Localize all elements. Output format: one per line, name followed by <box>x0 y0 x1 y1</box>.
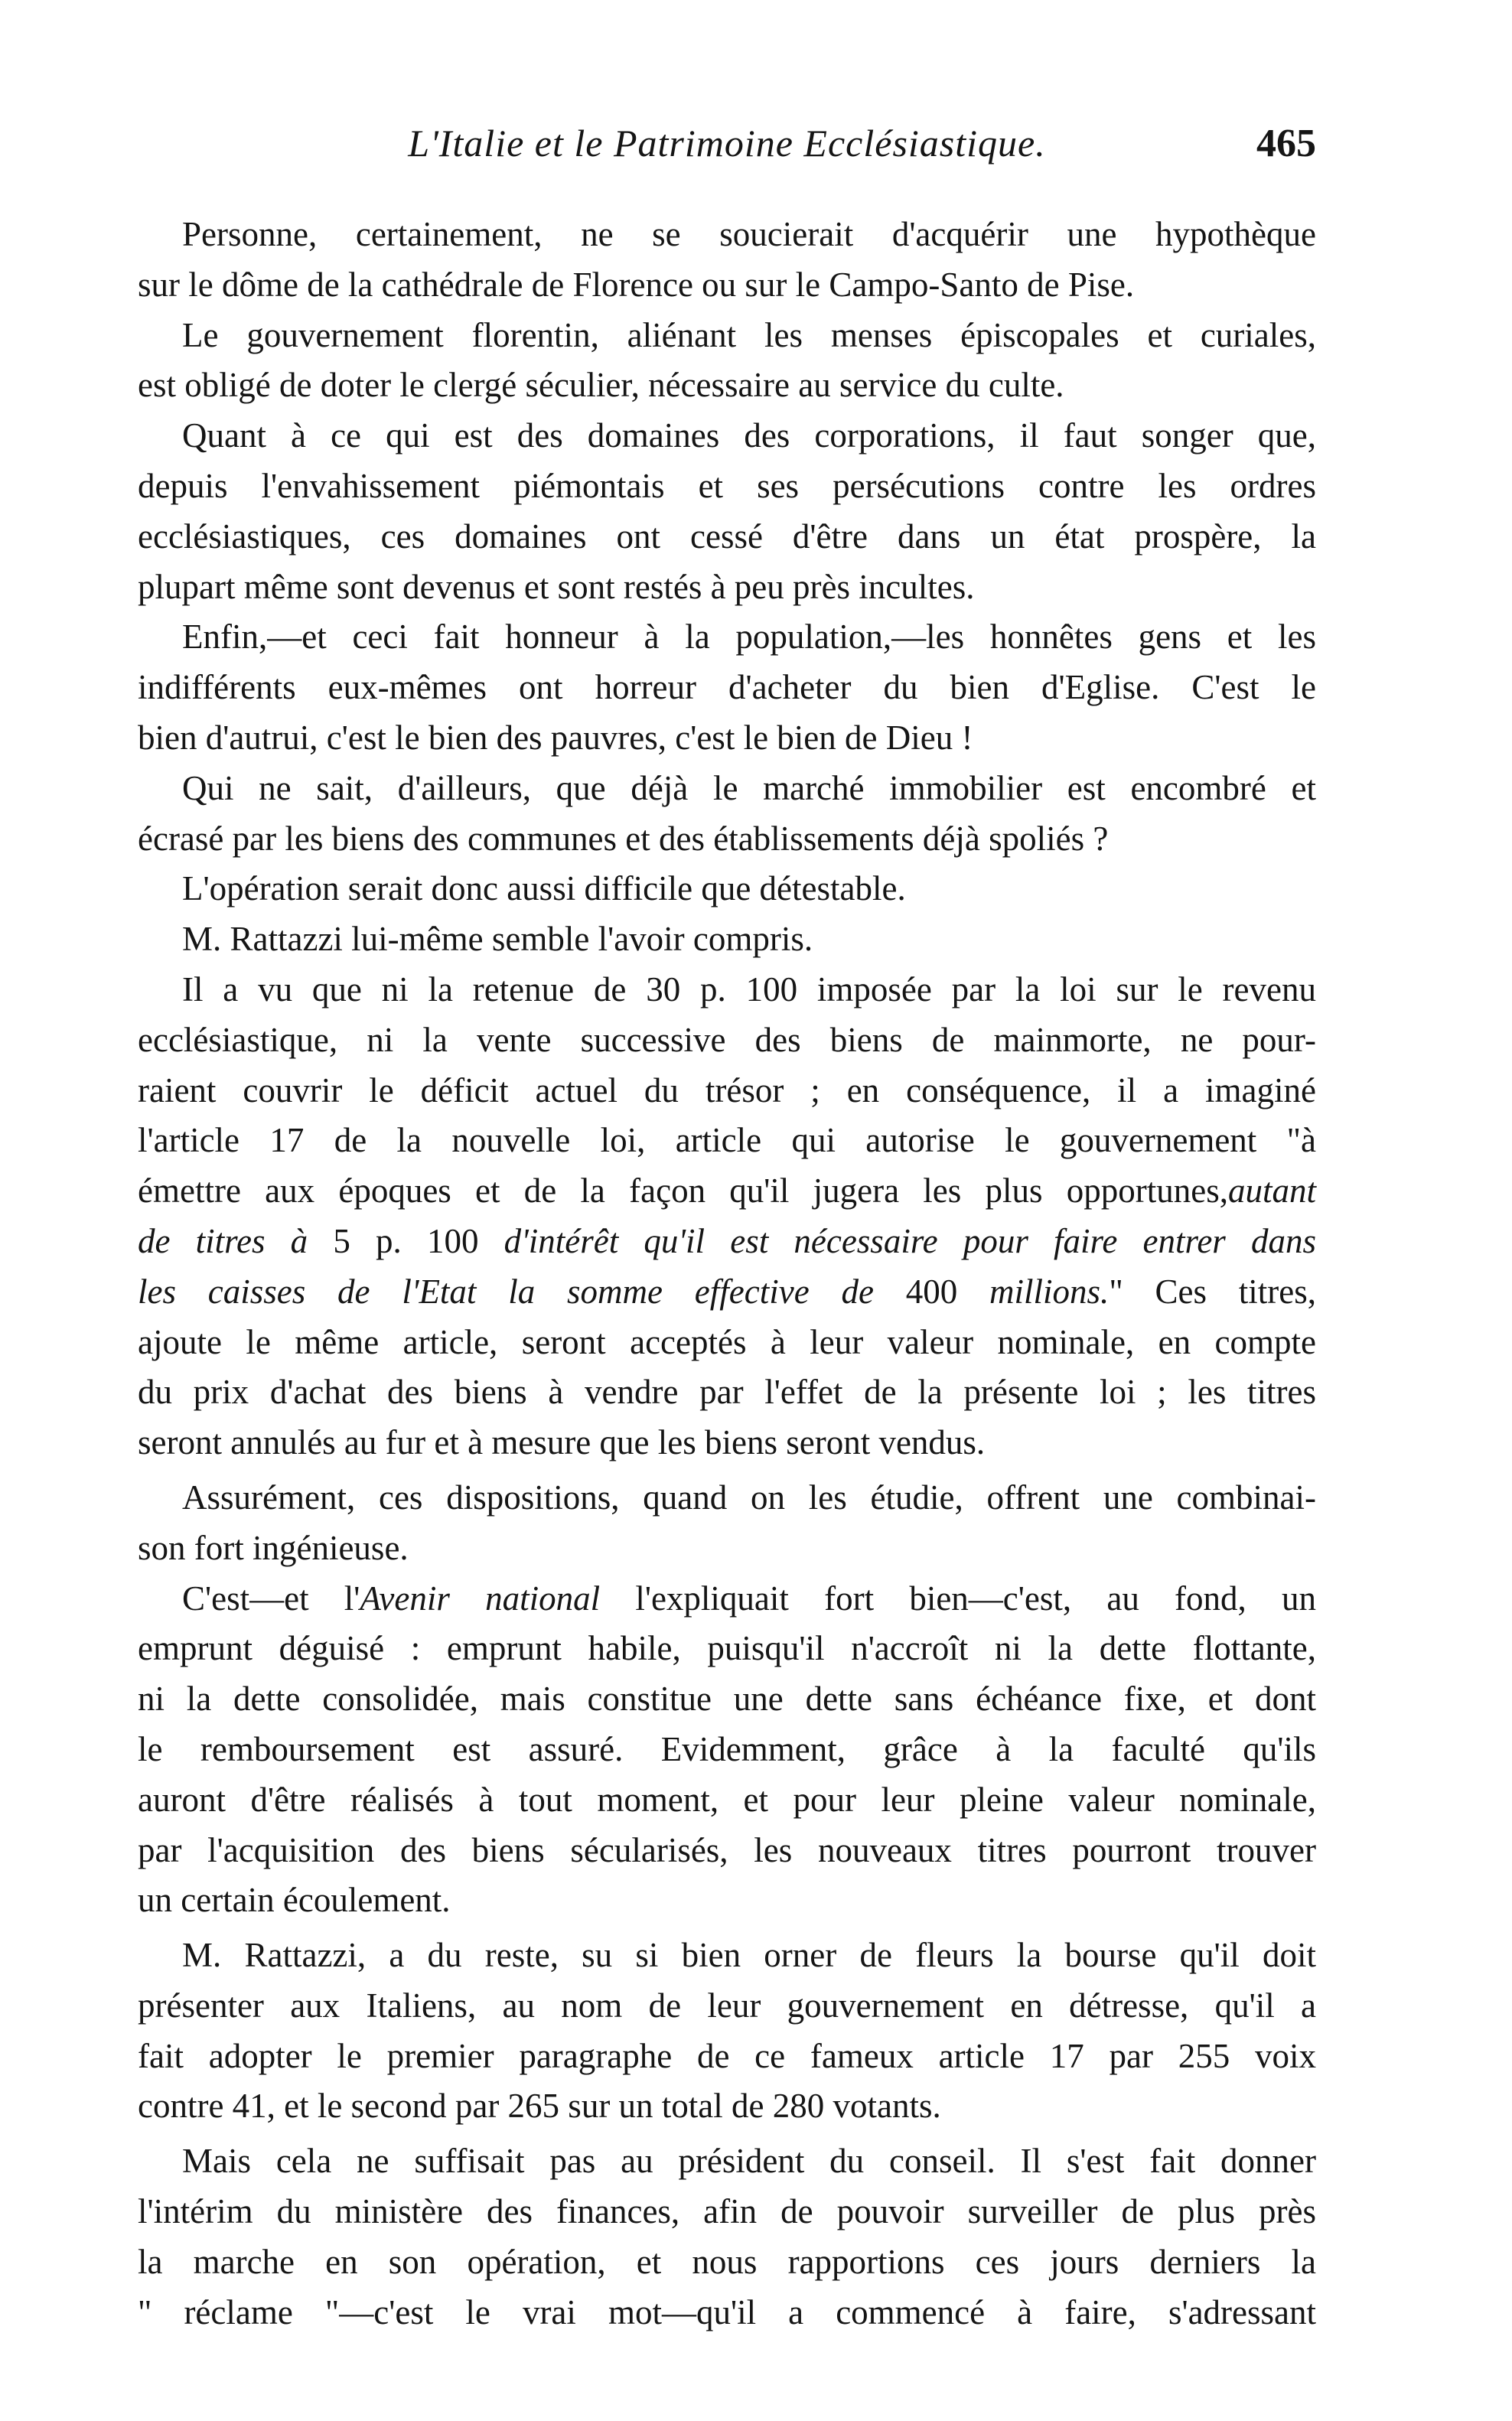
text-line: indifférents eux-mêmes ont horreur d'acheter du bien d'Eglise. C'est le <box>138 668 1316 707</box>
italic-segment: d'intérêt qu'il est nécessaire pour faire entrer dans <box>503 1221 1317 1260</box>
text-line <box>138 1166 1316 1217</box>
text-segment: l'expliquait fort bien—c'est, au fond, un <box>600 1579 1316 1618</box>
text-line <box>138 1574 1316 1624</box>
text-line: ecclésiastiques, ces domaines ont cessé d'être dans un état prospère, la <box>138 516 1316 556</box>
text-line: du prix d'achat des biens à vendre par l'effet de la présente loi ; les titres <box>138 1373 1316 1412</box>
text-line: depuis l'envahissement piémontais et ses persécutions contre les ordres <box>138 466 1316 505</box>
text-line <box>138 1217 1316 1267</box>
text-line: " réclame "—c'est le vrai mot—qu'il a commencé à faire, s'adressant <box>138 2292 1316 2331</box>
italic-segment: les caisses de l'Etat la somme effective de <box>138 1272 874 1311</box>
text-line: contre 41, et le second par 265 sur un total de 280 votants. <box>138 2087 941 2126</box>
text-line: la marche en son opération, et nous rapportions ces jours derniers la <box>138 2242 1316 2281</box>
text-line: le remboursement est assuré. Evidemment, grâce à la faculté qu'ils <box>138 1729 1316 1768</box>
text-line: M. Rattazzi lui-même semble l'avoir compris. <box>182 920 813 959</box>
text-line: Mais cela ne suffisait pas au président du conseil. Il s'est fait donner <box>182 2142 1316 2181</box>
text-line: Assurément, ces dispositions, quand on les étudie, offrent une combinai- <box>182 1478 1316 1517</box>
text-line: Le gouvernement florentin, aliénant les menses épiscopales et curiales, <box>182 315 1316 354</box>
italic-segment: autant <box>1227 1171 1316 1210</box>
text-line: son fort ingénieuse. <box>138 1528 409 1567</box>
text-segment: C'est—et l' <box>182 1579 360 1618</box>
body-text <box>138 210 1316 2338</box>
text-line: l'intérim du ministère des finances, afin de pouvoir surveiller de plus près <box>138 2192 1316 2231</box>
text-line: Il a vu que ni la retenue de 30 p. 100 imposée par la loi sur le revenu <box>182 969 1316 1008</box>
text-line: sur le dôme de la cathédrale de Florence ou sur le Campo-Santo de Pise. <box>138 265 1135 304</box>
text-segment: 5 p. 100 <box>308 1221 504 1260</box>
text-line: fait adopter le premier paragraphe de ce fameux article 17 par 255 voix <box>138 2036 1316 2075</box>
text-line: l'article 17 de la nouvelle loi, article qui autorise le gouvernement "à <box>138 1121 1316 1160</box>
text-line: écrasé par les biens des communes et des établissements déjà spoliés ? <box>138 819 1109 858</box>
page-header <box>138 121 1316 182</box>
text-line: raient couvrir le déficit actuel du trésor ; en conséquence, il a imaginé <box>138 1070 1316 1109</box>
text-line: ajoute le même article, seront acceptés à leur valeur nominale, en compte <box>138 1322 1316 1361</box>
text-line: auront d'être réalisés à tout moment, et pour leur pleine valeur nominale, <box>138 1780 1316 1819</box>
text-line: est obligé de doter le clergé séculier, nécessaire au service du culte. <box>138 366 1064 405</box>
text-line: ecclésiastique, ni la vente successive des biens de mainmorte, ne pour- <box>138 1020 1316 1059</box>
text-line <box>138 1267 1316 1318</box>
text-line: présenter aux Italiens, au nom de leur gouvernement en détresse, qu'il a <box>138 1986 1316 2025</box>
text-line: Quant à ce qui est des domaines des corporations, il faut songer que, <box>182 416 1316 455</box>
text-line: seront annulés au fur et à mesure que les biens seront vendus. <box>138 1423 986 1462</box>
italic-segment: de titres à <box>138 1221 308 1260</box>
text-line: ni la dette consolidée, mais constitue une dette sans échéance fixe, et dont <box>138 1680 1316 1719</box>
text-line: Personne, certainement, ne se soucierait d'acquérir une hypothèque <box>182 215 1316 253</box>
running-title: L'Italie et le Patrimoine Ecclésiastique. <box>408 122 1046 165</box>
page-number: 465 <box>1256 122 1316 165</box>
text-segment: 400 <box>873 1272 990 1311</box>
text-line: bien d'autrui, c'est le bien des pauvres, c'est le bien de Dieu ! <box>138 718 973 757</box>
text-line: plupart même sont devenus et sont restés à peu près incultes. <box>138 567 975 606</box>
text-segment: émettre aux époques et de la façon qu'il jugera les plus opportunes, <box>138 1171 1228 1210</box>
italic-segment: Avenir national <box>360 1579 601 1618</box>
text-line: L'opération serait donc aussi difficile que détestable. <box>182 869 906 908</box>
text-line: M. Rattazzi, a du reste, su si bien orner de fleurs la bourse qu'il doit <box>182 1936 1316 1975</box>
text-line: un certain écoulement. <box>138 1881 451 1920</box>
text-line: emprunt déguisé : emprunt habile, puisqu'il n'accroît ni la dette flottante, <box>138 1629 1316 1668</box>
italic-segment: millions. <box>989 1272 1110 1311</box>
text-line: Qui ne sait, d'ailleurs, que déjà le marché immobilier est encombré et <box>182 768 1316 807</box>
text-line: par l'acquisition des biens sécularisés, les nouveaux titres pourront trouver <box>138 1830 1316 1869</box>
text-segment: " Ces titres, <box>1109 1272 1316 1311</box>
text-line: Enfin,—et ceci fait honneur à la population,—les honnêtes gens et les <box>182 617 1316 657</box>
